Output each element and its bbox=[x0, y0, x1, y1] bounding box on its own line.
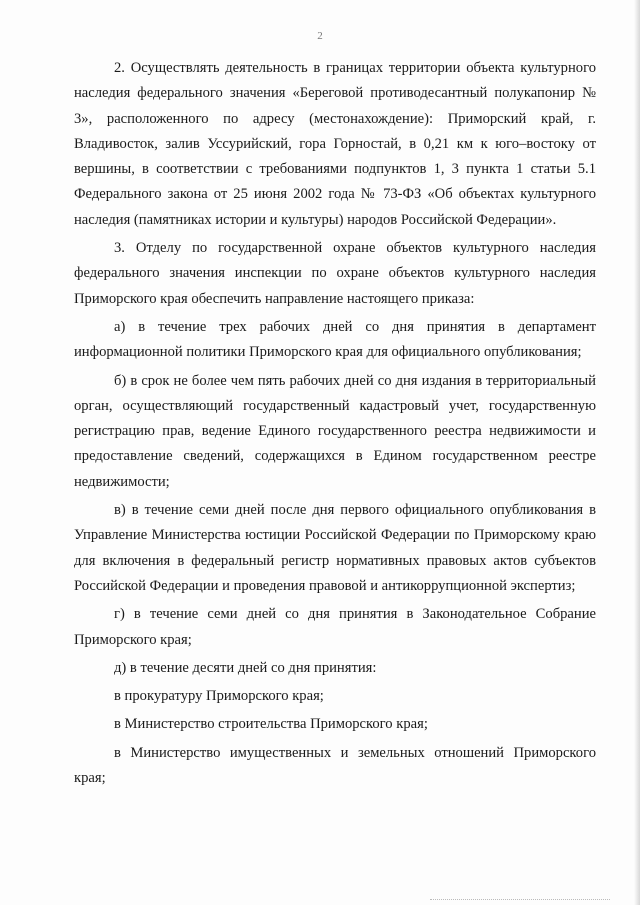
recipient-property-ministry: в Министерство имущественных и земельных отношений Приморского края; bbox=[74, 744, 596, 787]
recipient-prosecutor: в прокуратуру Приморского края; bbox=[114, 688, 324, 705]
paragraph-3v: в) в течение семи дней после дня первого официального опубликования в Управление Министерства юстиции Российской Федерации по Приморскому краю для включения в федеральный регистр нормативных правовых актов субъектов Российской Федерации и проведения правовой и антикоррупционной экспертиз; bbox=[74, 502, 596, 594]
paragraph-3: 3. Отделу по государственной охране объектов культурного наследия федерального значения инспекции по охране объектов культурного наследия Приморского края обеспечить направление настоящего приказа: bbox=[74, 240, 596, 307]
paragraph-3b: б) в срок не более чем пять рабочих дней со дня издания в территориальный орган, осуществляющий государственный кадастровый учет, государственную регистрацию прав, ведение Единого государственного реестра недвижимости и предоставление сведений, содержащихся в Едином государственном реестре недвижимости; bbox=[74, 372, 596, 490]
paragraph-2: 2. Осуществлять деятельность в границах территории объекта культурного наследия федерального значения «Береговой противодесантный полукапонир № 3», расположенного по адресу (местонахождение): Приморский край, г. Владивосток, залив Уссурийский, гора Горностай, в 0,21 км к юго–востоку от вершины, в соответствии с требованиями подпунктов 1, 3 пункта 1 статьи 5.1 Федерального закона от 25 июня 2002 года № 73-ФЗ «Об объектах культурного наследия (памятниках истории и культуры) народов Российской Федерации». bbox=[74, 60, 596, 228]
scan-edge-shadow bbox=[634, 0, 640, 905]
recipient-construction-ministry: в Министерство строительства Приморского края; bbox=[114, 716, 428, 733]
paragraph-3d: д) в течение десяти дней со дня принятия: bbox=[114, 659, 377, 676]
paragraph-3a: а) в течение трех рабочих дней со дня принятия в департамент информационной политики Приморского края для официального опубликования; bbox=[74, 318, 596, 361]
document-body bbox=[74, 56, 596, 791]
scan-artifact-dots bbox=[430, 893, 610, 900]
paragraph-3g: г) в течение семи дней со дня принятия в Законодательное Собрание Приморского края; bbox=[74, 606, 596, 648]
page-number: 2 bbox=[317, 30, 323, 42]
